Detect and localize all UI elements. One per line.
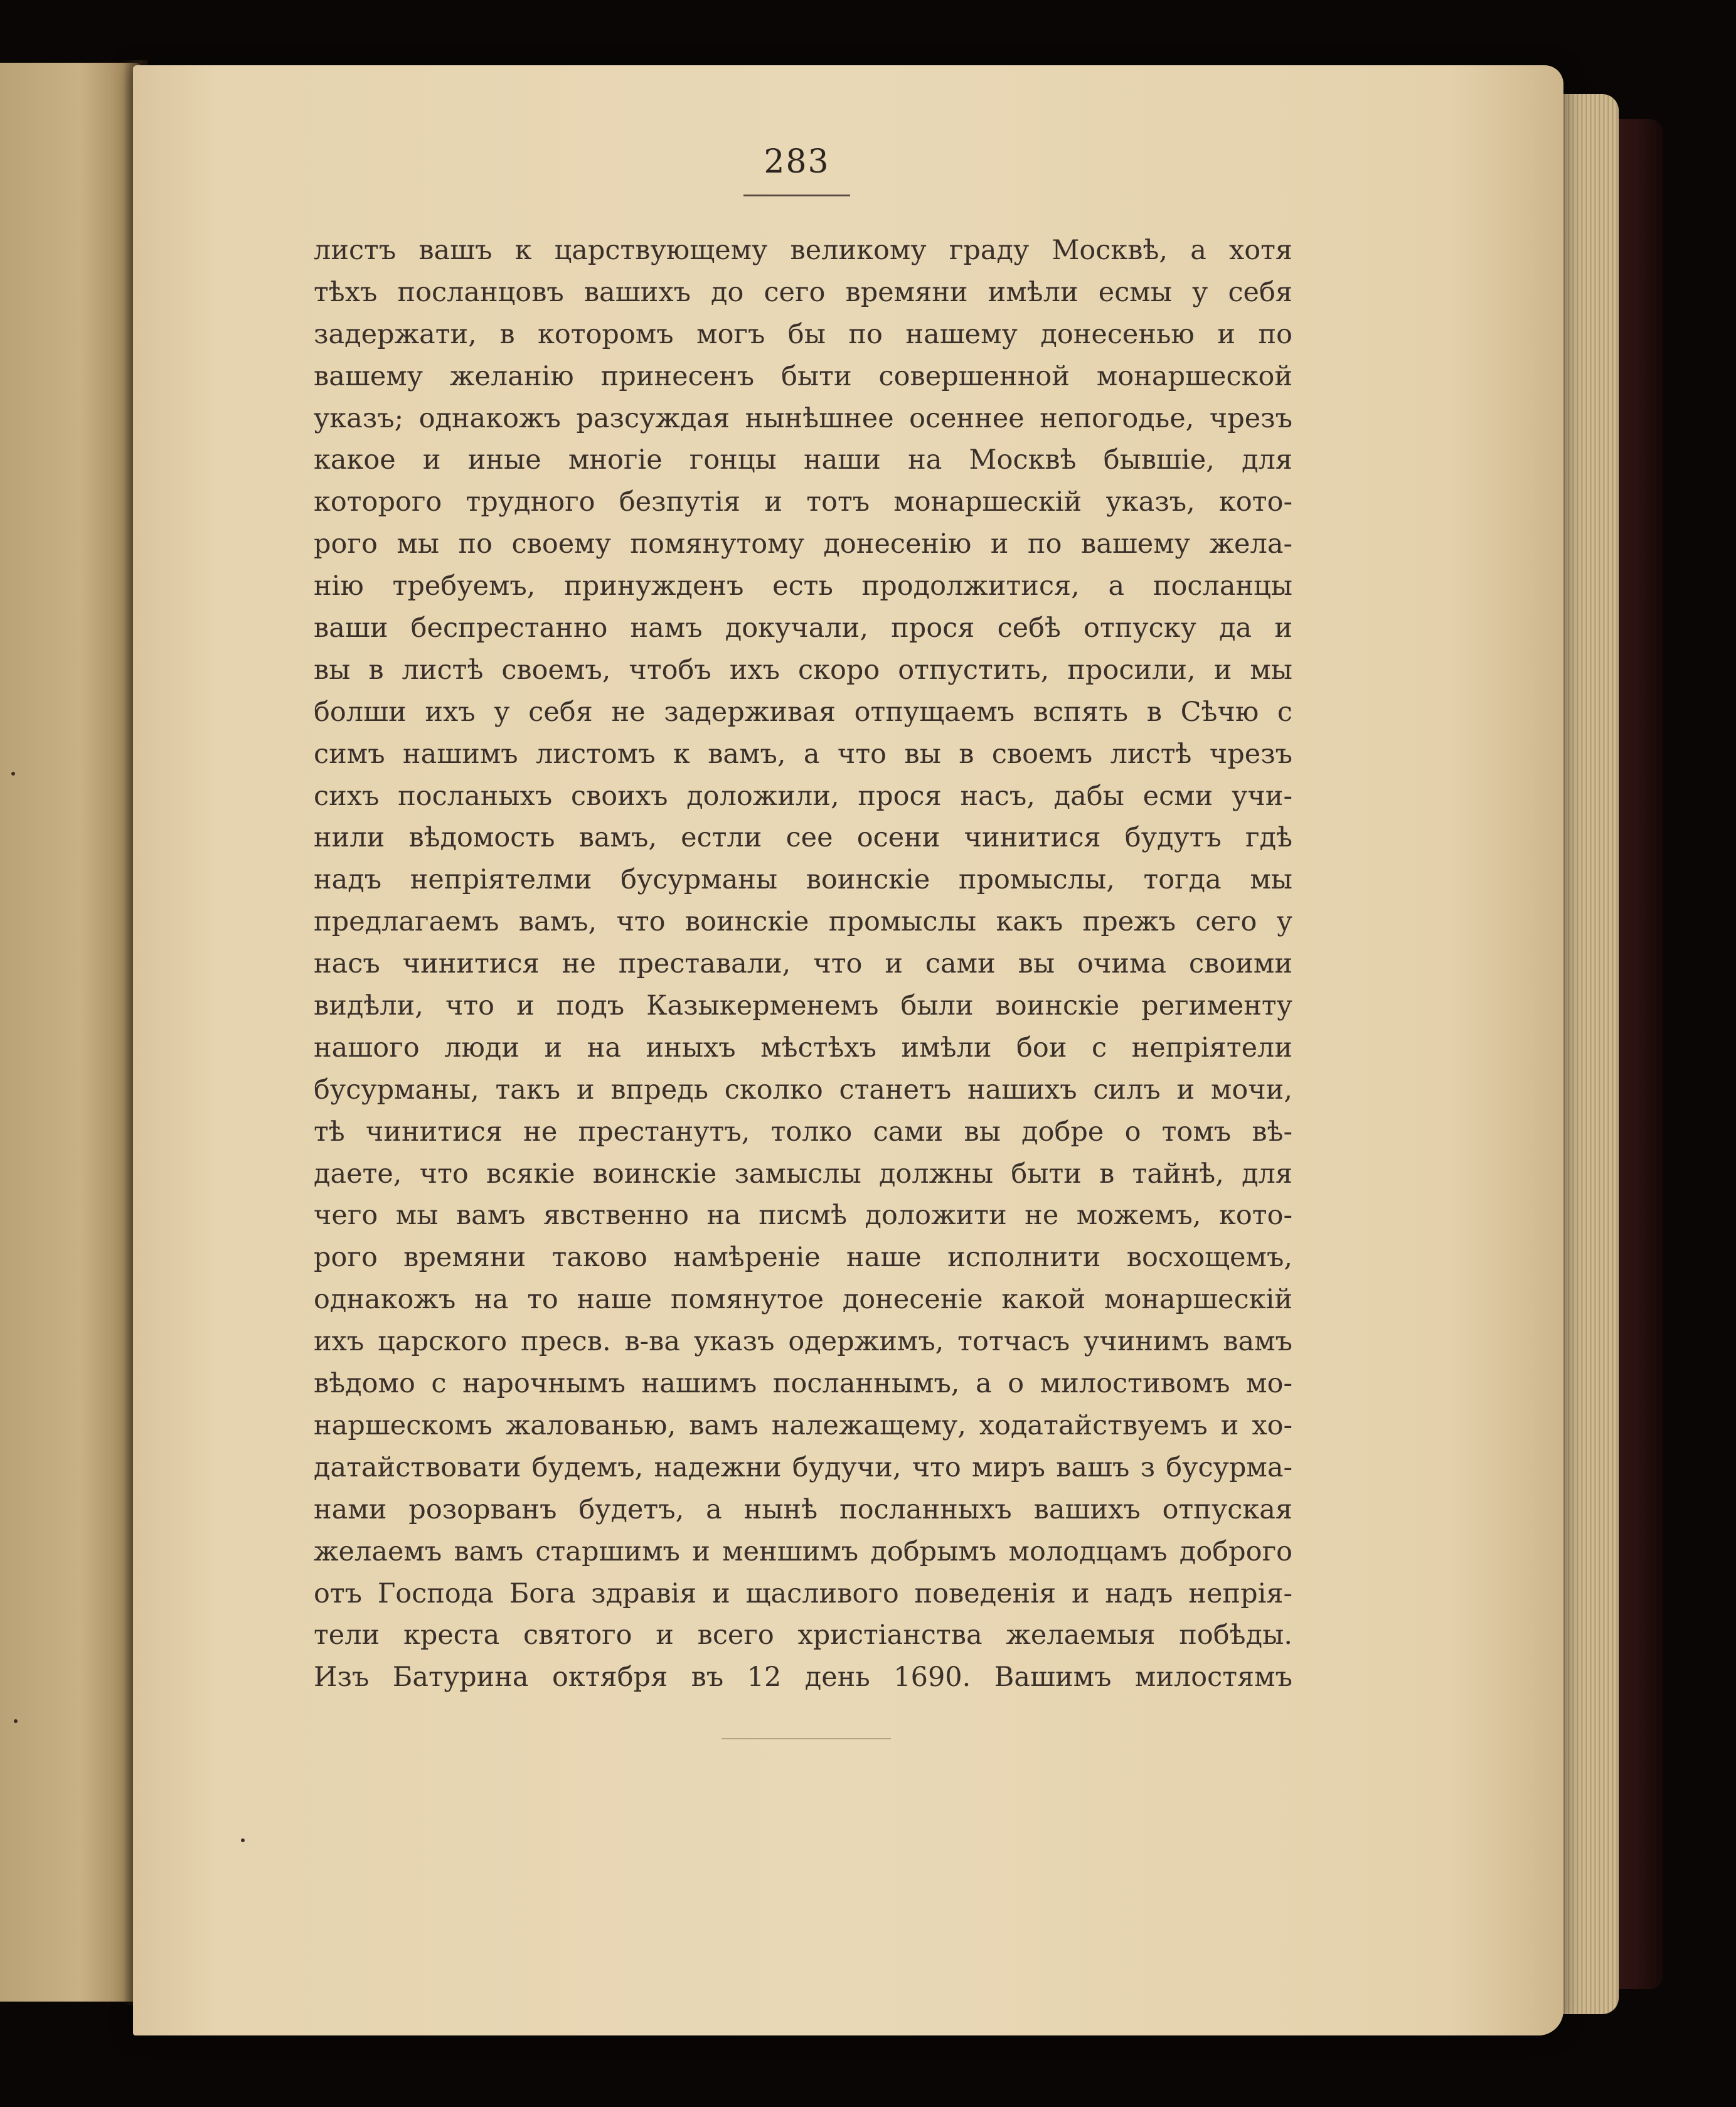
page-number: 283: [764, 143, 830, 181]
text-line: тѣхъ посланцовъ вашихъ до сего времяни имѣли есмы у себя: [314, 276, 1292, 308]
text-line: ихъ царского пресв. в-ва указъ одержимъ, тотчасъ учинимъ вамъ: [314, 1326, 1292, 1358]
text-line: вашему желанію принесенъ быти совершенной монаршеской: [314, 360, 1292, 392]
text-line: отъ Господа Бога здравія и щасливого поведенія и надъ непрія-: [314, 1577, 1292, 1609]
page-body-text: [314, 230, 1292, 1699]
text-line: вы в листѣ своемъ, чтобъ ихъ скоро отпустить, просили, и мы: [314, 654, 1292, 686]
text-line: вѣдомо с нарочнымъ нашимъ посланнымъ, а о милостивомъ мо-: [314, 1368, 1292, 1400]
text-line: однакожъ на то наше помянутое донесеніе какой монаршескій: [314, 1284, 1292, 1316]
text-line: надъ непріятелми бусурманы воинскіе промыслы, тогда мы: [314, 864, 1292, 896]
closing-rule: [722, 1738, 891, 1739]
text-line: видѣли, что и подъ Казыкерменемъ были воинскіе регименту: [314, 990, 1292, 1022]
text-line: нили вѣдомость вамъ, естли сее осени чинитися будутъ гдѣ: [314, 822, 1292, 854]
text-line: симъ нашимъ листомъ к вамъ, а что вы в своемъ листѣ чрезъ: [314, 738, 1292, 770]
text-line: наршескомъ жалованью, вамъ належащему, ходатайствуемъ и хо-: [314, 1409, 1292, 1441]
text-line: которого трудного безпутія и тотъ монаршескій указъ, кото-: [314, 486, 1292, 518]
text-line: желаемъ вамъ старшимъ и меншимъ добрымъ молодцамъ доброго: [314, 1535, 1292, 1567]
text-line: болши ихъ у себя не задерживая отпущаемъ вспять в Сѣчю с: [314, 696, 1292, 728]
text-line: рого мы по своему помянутому донесенію и по вашему жела-: [314, 528, 1292, 560]
page-number-rule: [743, 195, 850, 196]
text-line: нію требуемъ, принужденъ есть продолжитися, а посланцы: [314, 570, 1292, 602]
paper-speck: [11, 772, 15, 776]
text-line: нами розорванъ будетъ, а нынѣ посланныхъ вашихъ отпуская: [314, 1493, 1292, 1525]
text-line: тѣ чинитися не престанутъ, толко сами вы добре о томъ вѣ-: [314, 1116, 1292, 1148]
text-line: задержати, в которомъ могъ бы по нашему донесенью и по: [314, 318, 1292, 350]
text-line: сихъ посланыхъ своихъ доложили, прося насъ, дабы есми учи-: [314, 780, 1292, 812]
text-line: рого времяни таково намѣреніе наше исполнити восхощемъ,: [314, 1242, 1292, 1274]
text-line: тели креста святого и всего христіанства желаемыя побѣды.: [314, 1619, 1292, 1651]
text-line: датайствовати будемъ, надежни будучи, что миръ вашъ з бусурма-: [314, 1451, 1292, 1483]
text-line: нашого люди и на иныхъ мѣстѣхъ имѣли бои с непріятели: [314, 1032, 1292, 1064]
text-line: какое и иные многіе гонцы наши на Москвѣ бывшіе, для: [314, 444, 1292, 476]
text-line: ваши беспрестанно намъ докучали, прося себѣ отпуску да и: [314, 612, 1292, 644]
text-line: Изъ Батурина октября въ 12 день 1690. Вашимъ милостямъ: [314, 1662, 1292, 1694]
text-line: насъ чинитися не преставали, что и сами вы очима своими: [314, 948, 1292, 980]
text-line: даете, что всякіе воинскіе замыслы должны быти в тайнѣ, для: [314, 1158, 1292, 1190]
text-line: предлагаемъ вамъ, что воинскіе промыслы какъ прежъ сего у: [314, 906, 1292, 938]
text-line: указъ; однакожъ разсуждая нынѣшнее осеннее непогодье, чрезъ: [314, 402, 1292, 434]
paper-speck: [14, 1719, 18, 1723]
paper-speck: [241, 1838, 245, 1842]
text-line: бусурманы, такъ и впредь сколко станетъ нашихъ силъ и мочи,: [314, 1074, 1292, 1106]
text-line: чего мы вамъ явственно на писмѣ доложити не можемъ, кото-: [314, 1200, 1292, 1232]
text-line: листъ вашъ к царствующему великому граду Москвѣ, а хотя: [314, 235, 1292, 266]
